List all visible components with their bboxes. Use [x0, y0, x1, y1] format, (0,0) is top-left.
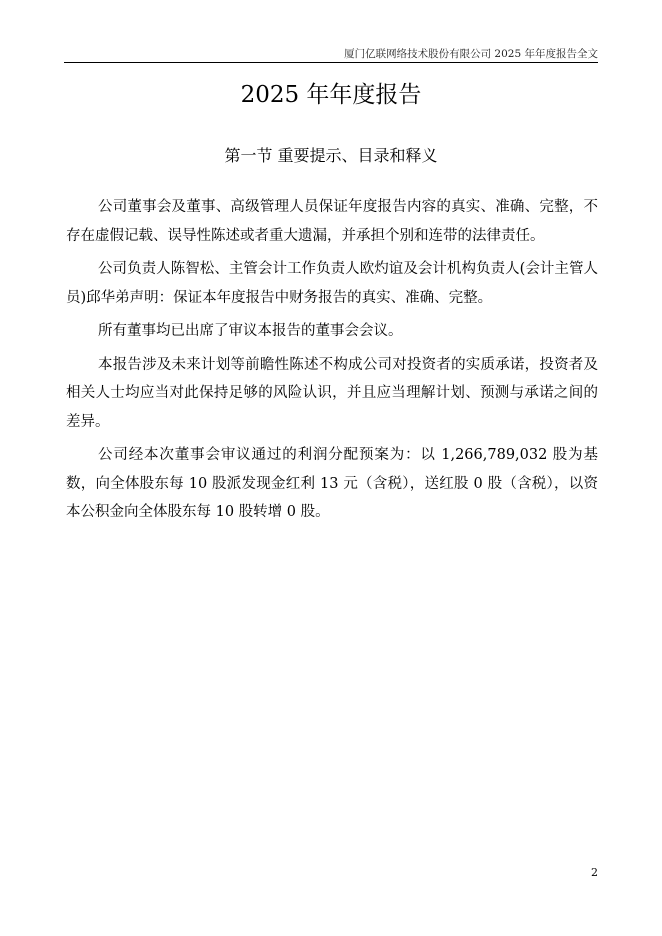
paragraph-responsible-persons: 公司负责人陈智松、主管会计工作负责人欧灼谊及会计机构负责人(会计主管人员)邱华弟声明：保证本年度报告中财务报告的真实、准确、完整。 — [66, 261, 598, 306]
paragraph-directors-attendance: 所有董事均已出席了审议本报告的董事会会议。 — [98, 323, 403, 339]
header-divider — [64, 62, 598, 63]
page-header-title: 厦门亿联网络技术股份有限公司 2025 年年度报告全文 — [344, 48, 598, 60]
paragraph-profit-distribution: 公司经本次董事会审议通过的利润分配预案为：以 1,266,789,032 股为基数，向全体股东每 10 股派发现金红利 13 元（含税），送红股 0 股（含税），以资本公积金向全体股东每 10 股转增 0 股。 — [66, 447, 598, 520]
paragraph-forward-looking: 本报告涉及未来计划等前瞻性陈述不构成公司对投资者的实质承诺，投资者及相关人士均应当对此保持足够的风险认识，并且应当理解计划、预测与承诺之间的差异。 — [66, 356, 598, 430]
page-number: 2 — [591, 866, 598, 879]
paragraph-board-guarantee: 公司董事会及董事、高级管理人员保证年度报告内容的真实、准确、完整，不存在虚假记载、误导性陈述或者重大遗漏，并承担个别和连带的法律责任。 — [66, 199, 598, 244]
report-title: 2025 年年度报告 — [240, 82, 422, 108]
body-content — [66, 193, 598, 532]
section-heading: 第一节 重要提示、目录和释义 — [224, 146, 438, 165]
